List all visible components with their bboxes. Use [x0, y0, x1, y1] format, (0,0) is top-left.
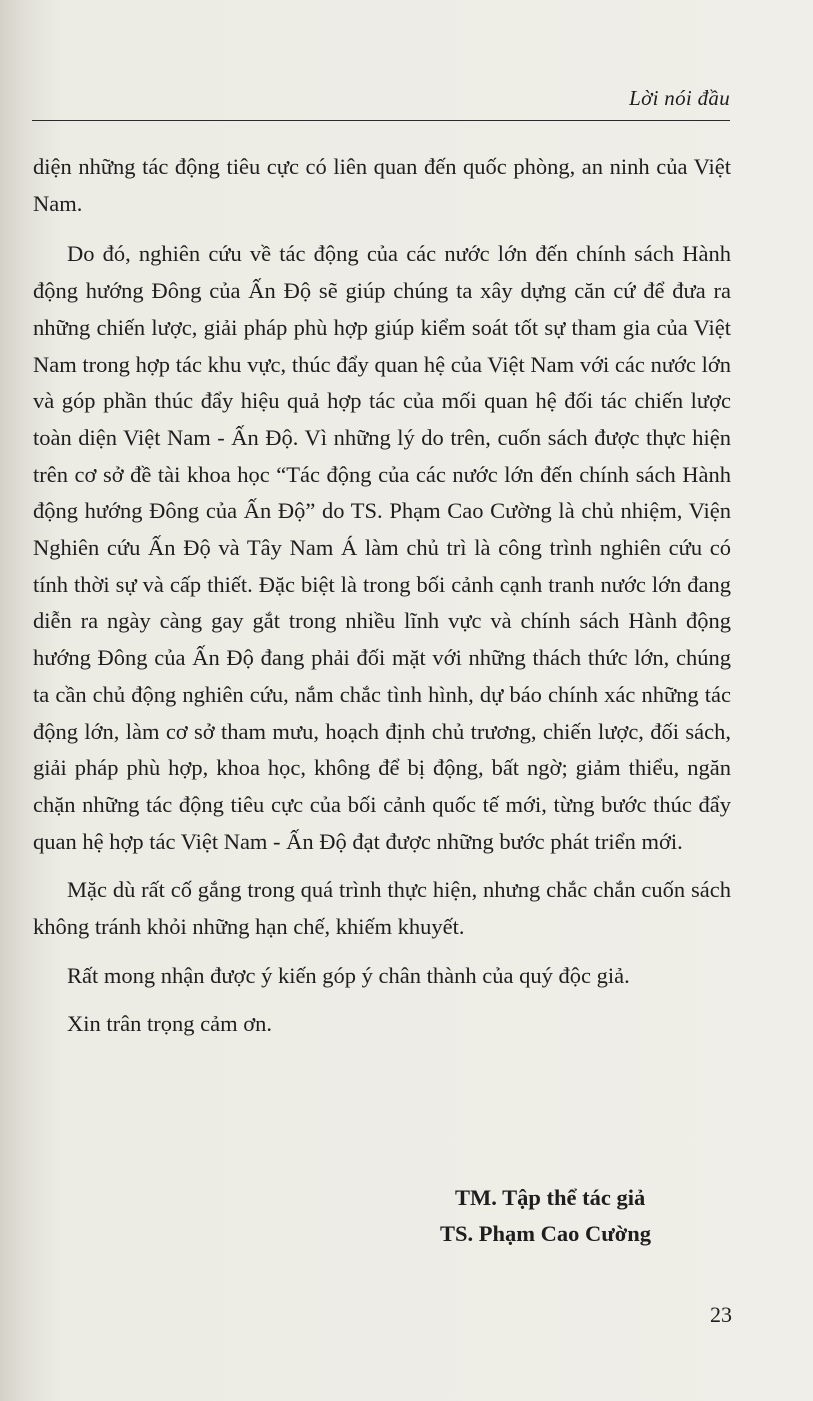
- signature-author: TS. Phạm Cao Cường: [440, 1221, 651, 1246]
- body-text: [33, 149, 731, 1043]
- signature-block: [440, 1180, 651, 1252]
- paragraph-1: diện những tác động tiêu cực có liên quan đến quốc phòng, an ninh của Việt Nam.: [33, 154, 731, 216]
- paragraph-5: Xin trân trọng cảm ơn.: [67, 1011, 272, 1037]
- paragraph-3: Mặc dù rất cố gắng trong quá trình thực hiện, nhưng chắc chắn cuốn sách không tránh khỏi những hạn chế, khiếm khuyết.: [33, 877, 731, 940]
- paragraph-4: Rất mong nhận được ý kiến góp ý chân thành của quý độc giả.: [67, 962, 630, 988]
- paragraph-2: Do đó, nghiên cứu về tác động của các nước lớn đến chính sách Hành động hướng Đông của Ấn Độ sẽ giúp chúng ta xây dựng căn cứ để đưa ra những chiến lược, giải pháp phù hợp giúp kiểm soát tốt sự tham gia của Việt Nam trong hợp tác khu vực, thúc đẩy quan hệ của Việt Nam với các nước lớn và góp phần thúc đẩy hiệu quả hợp tác của mối quan hệ đối tác chiến lược toàn diện Việt Nam - Ấn Độ. Vì những lý do trên, cuốn sách được thực hiện trên cơ sở đề tài khoa học “Tác động của các nước lớn đến chính sách Hành động hướng Đông của Ấn Độ” do TS. Phạm Cao Cường là chủ nhiệm, Viện Nghiên cứu Ấn Độ và Tây Nam Á làm chủ trì là công trình nghiên cứu có tính thời sự và cấp thiết. Đặc biệt là trong bối cảnh cạnh tranh nước lớn đang diễn ra ngày càng gay gắt trong nhiều lĩnh vực và chính sách Hành động hướng Đông của Ấn Độ đang phải đối mặt với những thách thức lớn, chúng ta cần chủ động nghiên cứu, nắm chắc tình hình, dự báo chính xác những tác động lớn, làm cơ sở tham mưu, hoạch định chủ trương, chiến lược, đối sách, giải pháp phù hợp, khoa học, không để bị động, bất ngờ; giảm thiểu, ngăn chặn những tác động tiêu cực của bối cảnh quốc tế mới, từng bước thúc đẩy quan hệ hợp tác Việt Nam - Ấn Độ đạt được những bước phát triển mới.: [33, 241, 731, 854]
- page-number: 23: [710, 1302, 732, 1327]
- header-rule: [32, 120, 730, 121]
- signature-collective: TM. Tập thể tác giả: [455, 1185, 646, 1210]
- running-header-title: Lời nói đầu: [629, 86, 730, 110]
